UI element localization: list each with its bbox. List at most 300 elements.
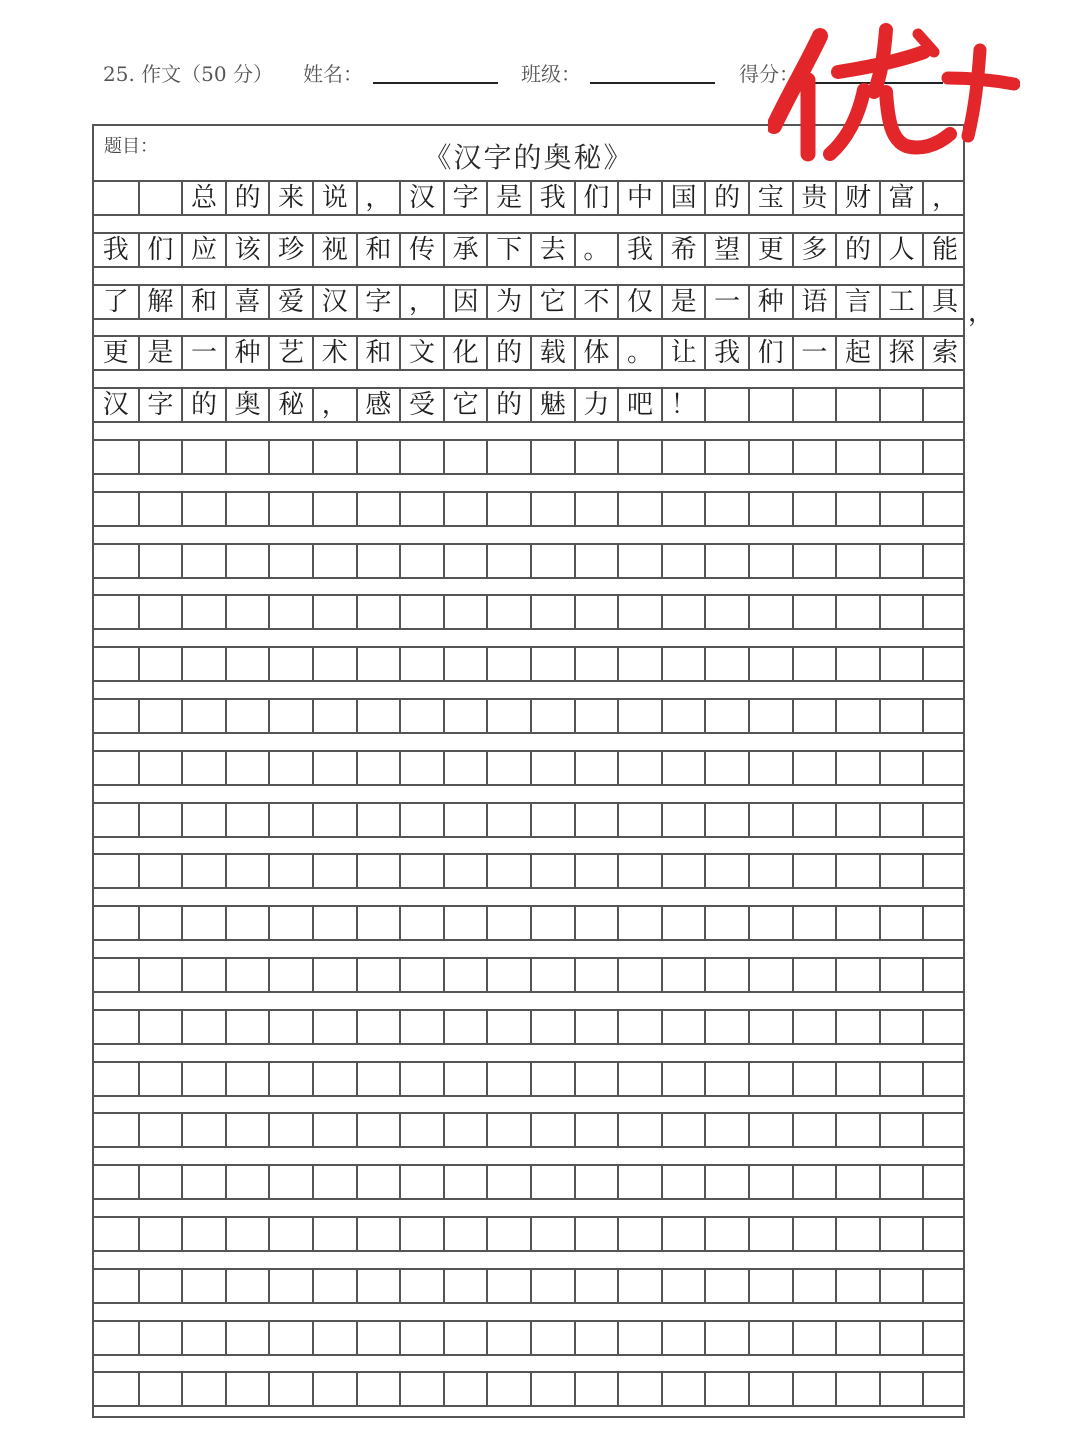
grid-cell	[704, 545, 748, 577]
grid-cell	[835, 1373, 879, 1405]
grid-cell: 是	[138, 337, 182, 369]
grid-cell	[94, 493, 138, 525]
grid-cell	[312, 1063, 356, 1095]
grid-cell: 具	[922, 286, 966, 318]
grid-cell	[486, 1166, 530, 1198]
grid-cell: ，	[399, 286, 443, 318]
grid-cell	[399, 855, 443, 887]
grid-cell	[399, 493, 443, 525]
grid-cell	[922, 1114, 966, 1146]
grid-cell	[443, 855, 487, 887]
grid-cell	[399, 1011, 443, 1043]
grid-cell	[181, 596, 225, 628]
grid-cell	[530, 1011, 574, 1043]
grid-row	[94, 1320, 963, 1356]
grid-cell	[181, 959, 225, 991]
grid-cell: 我	[617, 234, 661, 266]
grid-cell	[181, 1270, 225, 1302]
grid-cell	[574, 855, 618, 887]
grid-cell	[792, 1218, 836, 1250]
grid-cell	[138, 1011, 182, 1043]
name-blank[interactable]	[373, 82, 498, 84]
grid-cell	[356, 441, 400, 473]
grid-cell	[486, 804, 530, 836]
grid-cell: 们	[138, 234, 182, 266]
grid-cell: 我	[704, 337, 748, 369]
grid-cell	[399, 648, 443, 680]
grid-cell	[181, 855, 225, 887]
grid-cell	[443, 804, 487, 836]
grid-cell	[792, 700, 836, 732]
grid-cell	[356, 1270, 400, 1302]
grid-cell	[661, 493, 705, 525]
grid-cell	[399, 907, 443, 939]
grid-cell	[268, 1322, 312, 1354]
grid-cell	[661, 959, 705, 991]
grid-cell	[879, 648, 923, 680]
grid-cell	[879, 1011, 923, 1043]
grid-cell	[704, 389, 748, 421]
grid-cell	[312, 596, 356, 628]
grid-cell	[138, 1063, 182, 1095]
grid-cell	[530, 1063, 574, 1095]
grid-cell	[443, 1373, 487, 1405]
grid-cell	[661, 700, 705, 732]
grid-cell: 喜	[225, 286, 269, 318]
grid-cell: 更	[102, 338, 129, 369]
grid-cell: 让	[661, 337, 705, 369]
grid-row	[94, 335, 963, 371]
grid-cell	[443, 1166, 487, 1198]
grid-cell	[835, 1322, 879, 1354]
grid-cell: 们	[574, 182, 618, 214]
grid-cell	[704, 700, 748, 732]
grid-cell	[574, 959, 618, 991]
grid-cell	[661, 596, 705, 628]
grid-cell	[748, 1322, 792, 1354]
grid-cell	[268, 959, 312, 991]
grid-cell	[312, 700, 356, 732]
grid-cell: 的	[704, 182, 748, 214]
grid-cell	[356, 959, 400, 991]
grid-cell	[486, 752, 530, 784]
grid-cell	[792, 1011, 836, 1043]
grid-cell	[138, 1218, 182, 1250]
grid-cell	[181, 1114, 225, 1146]
grid-cell	[748, 804, 792, 836]
grid-cell	[748, 855, 792, 887]
grid-cell: 汉	[399, 182, 443, 214]
grid-cell	[94, 441, 138, 473]
grid-row	[94, 543, 963, 579]
grid-cell	[138, 182, 182, 214]
grid-cell	[399, 1218, 443, 1250]
grid-cell	[922, 545, 966, 577]
grid-cell	[181, 441, 225, 473]
grid-cell	[443, 596, 487, 628]
grid-row	[94, 1061, 963, 1097]
grid-cell	[486, 907, 530, 939]
grid-cell	[268, 441, 312, 473]
score-label: 得分：	[739, 62, 799, 86]
grid-cell	[835, 752, 879, 784]
grid-cell	[138, 596, 182, 628]
grid-cell	[530, 907, 574, 939]
grid-cell	[443, 1322, 487, 1354]
grid-cell	[225, 700, 269, 732]
grid-cell	[399, 959, 443, 991]
grid-cell: 的	[486, 389, 530, 421]
grid-cell	[661, 752, 705, 784]
grid-row	[94, 957, 963, 993]
grid-cell: 。	[574, 234, 618, 266]
grid-cell	[835, 389, 879, 421]
grid-cell	[268, 700, 312, 732]
grid-cell: 和	[356, 234, 400, 266]
grid-cell	[835, 1114, 879, 1146]
grid-cell	[704, 648, 748, 680]
grid-cell	[312, 1218, 356, 1250]
grid-cell	[312, 855, 356, 887]
grid-cell	[138, 804, 182, 836]
grid-cell: 珍	[268, 234, 312, 266]
grid-cell: 不	[574, 286, 618, 318]
grid-cell	[530, 493, 574, 525]
grid-cell	[704, 493, 748, 525]
grid-cell: 财	[835, 182, 879, 214]
grid-cell: 字	[356, 286, 400, 318]
grid-cell	[748, 907, 792, 939]
grid-cell	[486, 959, 530, 991]
grid-cell: 工	[879, 286, 923, 318]
grid-cell: 传	[399, 234, 443, 266]
grid-cell	[268, 804, 312, 836]
grid-cell	[356, 1063, 400, 1095]
grid-cell	[617, 959, 661, 991]
grid-cell	[138, 545, 182, 577]
grid-cell	[922, 1218, 966, 1250]
grid-cell	[225, 596, 269, 628]
grid-cell	[617, 1114, 661, 1146]
grid-cell	[792, 1114, 836, 1146]
grid-cell	[486, 1063, 530, 1095]
grid-cell	[661, 1011, 705, 1043]
grid-cell: 一	[704, 286, 748, 318]
grid-cell	[922, 855, 966, 887]
grid-row	[94, 1164, 963, 1200]
grid-cell	[356, 907, 400, 939]
grid-cell	[225, 752, 269, 784]
grid-cell	[94, 1114, 138, 1146]
grid-cell	[181, 907, 225, 939]
grid-cell	[356, 545, 400, 577]
grid-cell	[94, 855, 138, 887]
grid-cell	[922, 1011, 966, 1043]
grid-cell	[356, 700, 400, 732]
grid-cell	[268, 1114, 312, 1146]
grid-cell: 文	[399, 337, 443, 369]
grid-cell	[94, 1322, 138, 1354]
grid-cell	[835, 855, 879, 887]
grid-cell	[399, 1166, 443, 1198]
grid-cell: 起	[835, 337, 879, 369]
class-blank[interactable]	[590, 82, 715, 84]
grid-cell: 一	[792, 337, 836, 369]
grid-cell: 下	[486, 234, 530, 266]
grid-cell	[312, 648, 356, 680]
grid-cell	[486, 1270, 530, 1302]
grid-cell	[879, 1166, 923, 1198]
grid-cell: 国	[661, 182, 705, 214]
grid-cell: ！	[661, 389, 705, 421]
grid-cell	[617, 700, 661, 732]
grid-cell	[94, 1270, 138, 1302]
grid-cell	[225, 648, 269, 680]
grid-row	[94, 698, 963, 734]
grade-mark-you	[774, 30, 950, 154]
grid-cell: 人	[879, 234, 923, 266]
grid-cell	[922, 648, 966, 680]
grid-cell	[94, 1011, 138, 1043]
grid-cell	[94, 1373, 138, 1405]
grid-cell	[574, 907, 618, 939]
grid-cell	[704, 855, 748, 887]
grid-cell	[704, 441, 748, 473]
grid-cell	[443, 752, 487, 784]
grid-cell: 秘	[268, 389, 312, 421]
grid-cell	[356, 1373, 400, 1405]
grid-cell: 语	[792, 286, 836, 318]
grid-cell: 术	[312, 337, 356, 369]
grid-row	[94, 1216, 963, 1252]
grid-cell	[225, 959, 269, 991]
grid-cell	[617, 441, 661, 473]
grid-cell: 的	[486, 337, 530, 369]
grid-cell	[486, 493, 530, 525]
grid-cell	[704, 1114, 748, 1146]
grid-cell	[138, 907, 182, 939]
grid-cell	[399, 1063, 443, 1095]
grid-cell	[399, 1322, 443, 1354]
grid-cell: 能	[922, 234, 966, 266]
grid-cell	[356, 1114, 400, 1146]
grid-cell	[94, 182, 138, 214]
grid-cell	[268, 1063, 312, 1095]
grid-cell	[617, 855, 661, 887]
grid-cell	[792, 959, 836, 991]
grid-cell: 视	[312, 234, 356, 266]
grid-cell	[617, 1270, 661, 1302]
grid-cell	[530, 804, 574, 836]
grid-cell	[486, 545, 530, 577]
grid-cell	[443, 648, 487, 680]
grid-cell	[574, 1373, 618, 1405]
grid-cell	[356, 752, 400, 784]
grid-cell	[879, 545, 923, 577]
grid-cell	[617, 1218, 661, 1250]
grid-cell	[617, 1011, 661, 1043]
grid-cell	[574, 1063, 618, 1095]
grid-cell: 来	[268, 182, 312, 214]
grid-cell: 艺	[268, 337, 312, 369]
grid-cell	[312, 1114, 356, 1146]
grid-cell	[574, 441, 618, 473]
grid-cell	[748, 752, 792, 784]
grid-cell	[486, 648, 530, 680]
grid-cell: ，	[312, 389, 356, 421]
grid-cell	[181, 1166, 225, 1198]
grid-cell	[617, 1373, 661, 1405]
grid-cell	[748, 545, 792, 577]
grid-cell	[399, 1270, 443, 1302]
grid-cell	[225, 441, 269, 473]
grid-row	[94, 1371, 963, 1407]
grid-cell	[312, 1322, 356, 1354]
grid-cell	[443, 700, 487, 732]
grid-cell	[661, 1218, 705, 1250]
grid-cell	[268, 1218, 312, 1250]
grid-row	[94, 491, 963, 527]
grid-cell	[879, 959, 923, 991]
grid-cell	[399, 1114, 443, 1146]
grid-cell: ，	[922, 182, 966, 214]
grid-cell	[268, 1166, 312, 1198]
grid-cell	[94, 1063, 138, 1095]
grid-cell: 力	[574, 389, 618, 421]
grid-cell	[922, 441, 966, 473]
grid-cell	[617, 907, 661, 939]
grid-cell: 和	[181, 286, 225, 318]
grid-cell	[138, 493, 182, 525]
grid-cell	[94, 596, 138, 628]
grid-cell	[312, 545, 356, 577]
grid-cell	[835, 1063, 879, 1095]
grid-cell	[792, 855, 836, 887]
grid-cell	[94, 700, 138, 732]
grid-cell	[225, 1063, 269, 1095]
grid-cell	[443, 907, 487, 939]
grid-cell: 感	[356, 389, 400, 421]
grid-cell	[704, 959, 748, 991]
grid-cell: 应	[181, 234, 225, 266]
grid-row	[94, 1009, 963, 1045]
grid-cell	[225, 1114, 269, 1146]
grid-cell	[530, 700, 574, 732]
grid-cell	[268, 545, 312, 577]
grid-cell	[792, 441, 836, 473]
grid-cell	[574, 1218, 618, 1250]
grid-cell: 奥	[225, 389, 269, 421]
grid-cell	[356, 1166, 400, 1198]
grid-cell	[704, 1270, 748, 1302]
grid-cell	[879, 1322, 923, 1354]
grid-cell	[486, 1218, 530, 1250]
grid-cell	[356, 1218, 400, 1250]
grid-cell: 是	[486, 182, 530, 214]
grid-cell	[574, 700, 618, 732]
grid-cell: 它	[530, 286, 574, 318]
grid-cell	[704, 1011, 748, 1043]
grid-cell	[530, 1322, 574, 1354]
grid-cell	[94, 1218, 138, 1250]
grid-cell	[268, 1270, 312, 1302]
grid-cell	[94, 1166, 138, 1198]
grid-cell: 和	[356, 337, 400, 369]
grid-cell	[617, 596, 661, 628]
grid-cell	[879, 907, 923, 939]
grid-cell	[312, 1011, 356, 1043]
grid-row	[94, 646, 963, 682]
grid-cell	[443, 1063, 487, 1095]
grid-cell	[443, 1011, 487, 1043]
grid-cell	[138, 1270, 182, 1302]
grid-cell	[792, 804, 836, 836]
grid-cell	[617, 804, 661, 836]
grid-cell	[748, 1270, 792, 1302]
grid-cell	[792, 1270, 836, 1302]
grid-cell: 吧	[617, 389, 661, 421]
grid-cell: 多	[792, 234, 836, 266]
grid-cell: 仅	[617, 286, 661, 318]
overflow-punctuation: ，	[968, 298, 995, 328]
grid-cell	[356, 648, 400, 680]
grid-cell: 字	[138, 389, 182, 421]
grid-cell	[530, 596, 574, 628]
grid-cell: 承	[443, 234, 487, 266]
grid-cell	[748, 700, 792, 732]
grid-cell	[792, 389, 836, 421]
grid-cell	[268, 1011, 312, 1043]
grid-cell	[748, 648, 792, 680]
grid-cell	[486, 1011, 530, 1043]
grid-cell	[399, 1373, 443, 1405]
grid-cell	[748, 596, 792, 628]
grid-cell	[574, 1270, 618, 1302]
grid-cell	[661, 1322, 705, 1354]
grid-cell: 载	[530, 337, 574, 369]
grid-cell: 种	[225, 337, 269, 369]
grid-cell	[356, 1011, 400, 1043]
grid-cell: 它	[443, 389, 487, 421]
grid-cell	[704, 596, 748, 628]
grid-cell	[181, 648, 225, 680]
grid-cell	[486, 700, 530, 732]
grid-cell	[356, 855, 400, 887]
grid-cell	[879, 804, 923, 836]
grid-cell	[486, 1322, 530, 1354]
grid-cell	[661, 1270, 705, 1302]
grid-cell	[835, 493, 879, 525]
grid-cell: 是	[661, 286, 705, 318]
grid-cell	[792, 648, 836, 680]
grid-cell: 为	[486, 286, 530, 318]
grid-cell	[661, 1166, 705, 1198]
grid-cell	[443, 1114, 487, 1146]
grid-cell	[879, 855, 923, 887]
grid-cell: 该	[225, 234, 269, 266]
grid-cell	[486, 855, 530, 887]
grid-cell	[225, 1166, 269, 1198]
grid-cell	[879, 441, 923, 473]
question-label: 25. 作文（50 分）	[103, 62, 273, 86]
grid-cell	[661, 545, 705, 577]
grid-cell	[312, 959, 356, 991]
name-label: 姓名：	[303, 62, 363, 86]
grid-cell	[486, 596, 530, 628]
grid-cell	[181, 1373, 225, 1405]
grid-cell	[574, 752, 618, 784]
grid-cell	[574, 596, 618, 628]
